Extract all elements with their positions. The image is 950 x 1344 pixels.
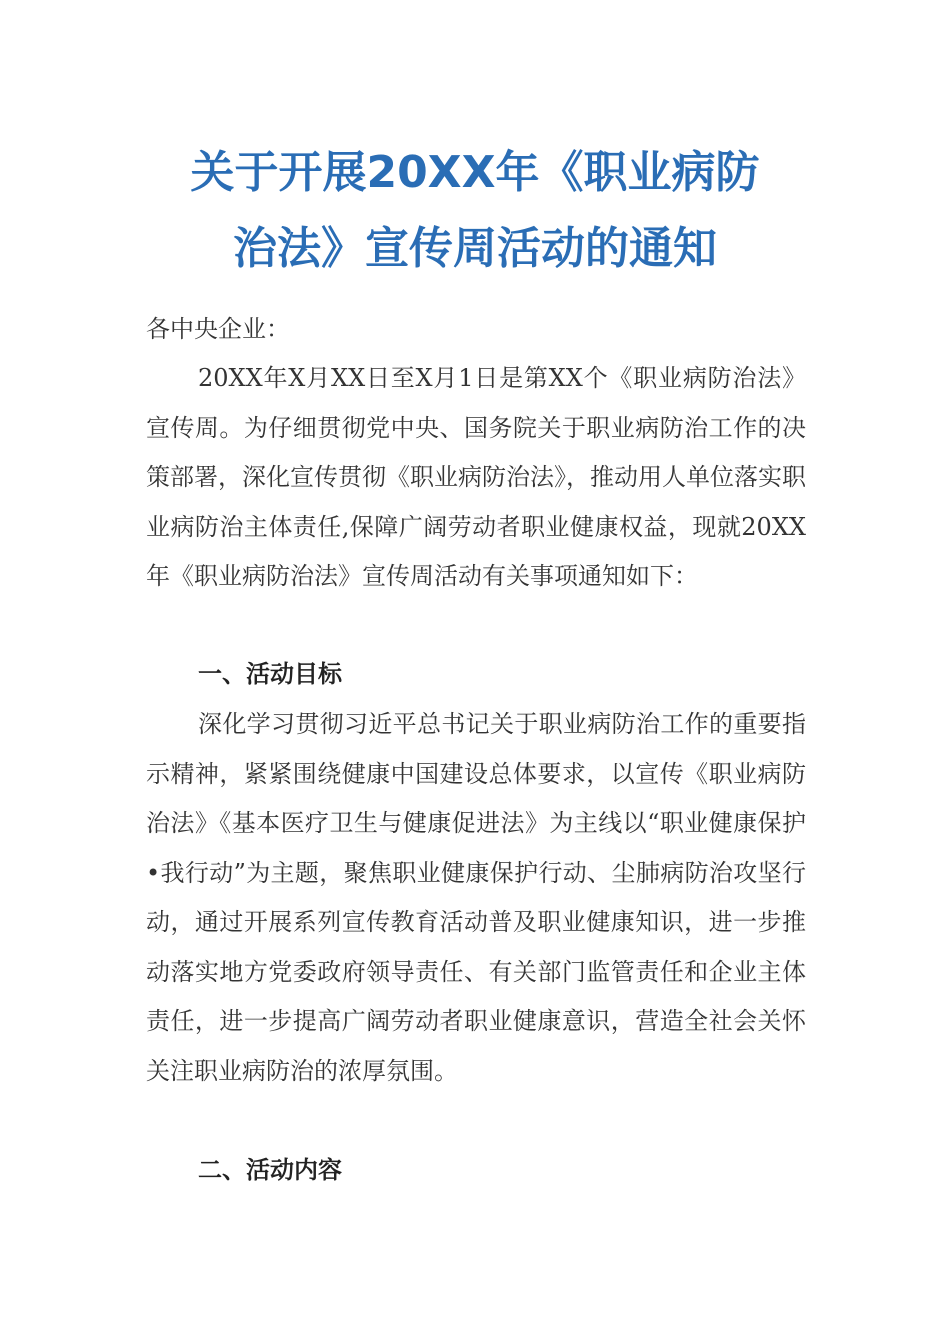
section-heading-goals: 一、活动目标 <box>198 660 342 688</box>
salutation: 各中央企业： <box>146 315 290 343</box>
title-line-2: 治法》宣传周活动的通知 <box>233 223 717 274</box>
goals-paragraph: 深化学习贯彻习近平总书记关于职业病防治工作的重要指示精神，紧紧围绕健康中国建设总体要求，以宣传《职业病防治法》《基本医疗卫生与健康促进法》为主线以“职业健康保护•我行动”为主题，聚焦职业健康保护行动、尘肺病防治攻坚行动，通过开展系列宣传教育活动普及职业健康知识，进一步推动落实地方党委政府领导责任、有关部门监管责任和企业主体责任，进一步提高广阔劳动者职业健康意识，营造全社会关怀关注职业病防治的浓厚氛围。 <box>146 710 806 1085</box>
title-line-1: 关于开展20XX年《职业病防 <box>190 147 760 198</box>
intro-paragraph: 20XX年X月XX日至X月1日是第XX个《职业病防治法》宣传周。为仔细贯彻党中央、国务院关于职业病防治工作的决策部署，深化宣传贯彻《职业病防治法》，推动用人单位落实职业病防治主体责任,保障广阔劳动者职业健康权益，现就20XX年《职业病防治法》宣传周活动有关事项通知如下： <box>146 364 806 590</box>
document-title <box>120 135 830 287</box>
section-heading-content: 二、活动内容 <box>198 1156 342 1184</box>
